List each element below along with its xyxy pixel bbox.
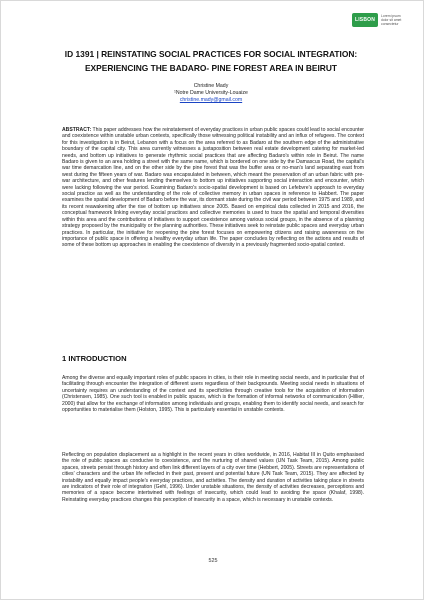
logo-text: Lorem ipsum dolor sit amet consectetur [381,13,402,27]
author-name: Christine Mady [193,83,229,89]
abstract-label: ABSTRACT: [62,127,92,133]
abstract-text: This paper addresses how the reinstatement of everyday practices in urban public spaces could lead to social encounter and coexistence within unstable urban contexts, specifically those witnessing political instability and an influx of refugees. The context for this investigation is in Beirut, Lebanon with a focus on the area referred to as Badaro at the southern edge of the administrative boundary of the capital city. This area currently witnesses a juxtaposition between real estate development catering for market-led needs, and bottom up initiatives to generate rhythmic social practices that are affecting Badaro's within role in Beirut. The name Badaro is given to an area holding a street with the same name, which is bordered on one side by the Damascus Road, the capital's war time demarcation line, and on the other side by the pine forest that was the buffer area or no-man's land separating east from west during the fifteen years of war. Badaro was encapsulated in between, which meant the preservation of an urban fabric with pre-war architecture, and other features lending themselves to bottom up initiatives supporting social interaction and encounter, which were lacking following the war period. Examining Badaro's socio-spatial development is based on Lefebvre's approach to everyday social practice as well as the understanding of the role of collective memory in urban spaces in reference to Habbert. The paper examines the spatial development of Badaro before the war, its dormant state during the civil war period between 1975 and 1989, and its recent reawakening after the rise of bottom up initiatives since 2005. Based on empirical data collected in 2015 and 2016, the conceptual framework linking everyday social practices and collective memories is used to trace the spatial and temporal diversities within this area and the contributions of initiatives to support coexistence among various social groups, in the absence of a planning strategy proposed by the municipality or the planning authorities. These initiatives seek to reinstate public spaces and everyday urban practices. In particular, the initiative for reopening the pine forest focuses on empowering citizens and raising awareness on the importance of public space in offering a healthy everyday urban life. The paper concludes by reflecting on the actions and results of some of these bottom up approaches in enabling the coexistence of diversity in a previously fragmented socio-spatial context. [62,127,364,249]
conference-logo [352,13,409,27]
paragraph-1: Among the diverse and equally important roles of public spaces in cities, is their role in meeting social needs, and in particular that of facilitating through encounter the integration of different users regardless of their backgrounds. Meeting social needs in situations of uncertainty requires an understanding of the context and its specificities through creative tools for the acquisition of information (Christensen, 1985). One such tool is enabled in public spaces, which is the formation of informal networks of communication (Hillier, 2000) that allow for the exchange of information among individuals and groups, enabling them to identify social needs, and search for opportunities to materialise them (Holston, 1995). This is particularly essential in unstable contexts. [62,375,364,414]
section-heading: 1 INTRODUCTION [62,354,127,363]
abstract [62,127,364,249]
page-number: 525 [208,558,218,564]
paragraph-2: Reflecting on population displacement as a highlight in the recent years in cities worldwide, in 2016, Habitat III in Quito emphasised the role of public spaces as conducive to coexistence, and the nurturing of shared values (UN Task Team, 2015). Among public spaces, streets persist through history and often link different layers of a city over time (Hebbert, 2005). Streets are representations of cities' characters and the urban life reflected in their past, present and potential future (UN Task Team, 2015). They are affected by instability and equally impact people's everyday practices, and activities. The density and duration of activities taking place in streets are indicators of their role of integration (Gehl, 1996). Under unstable situations, the density of activities decreases, perceptions and memories of a space become intertwined with feelings of insecurity, which could lead to avoiding the space (Khalaf, 1998). Reinstating everyday practices changes this perception of insecurity in a space, which is necessary in unstable contexts. [62,452,364,503]
author-block [61,83,361,104]
author-email-link[interactable]: christine.mady@gmail.com [179,97,243,103]
author-affiliation: ¹Notre Dame University-Louaize [174,90,248,96]
paper-title: ID 1391 | REINSTATING SOCIAL PRACTICES FOR SOCIAL INTEGRATION: EXPERIENCING THE BADARO- PINE FOREST AREA IN BEIRUT [64,49,358,73]
logo-mark: LISBON [352,13,378,27]
